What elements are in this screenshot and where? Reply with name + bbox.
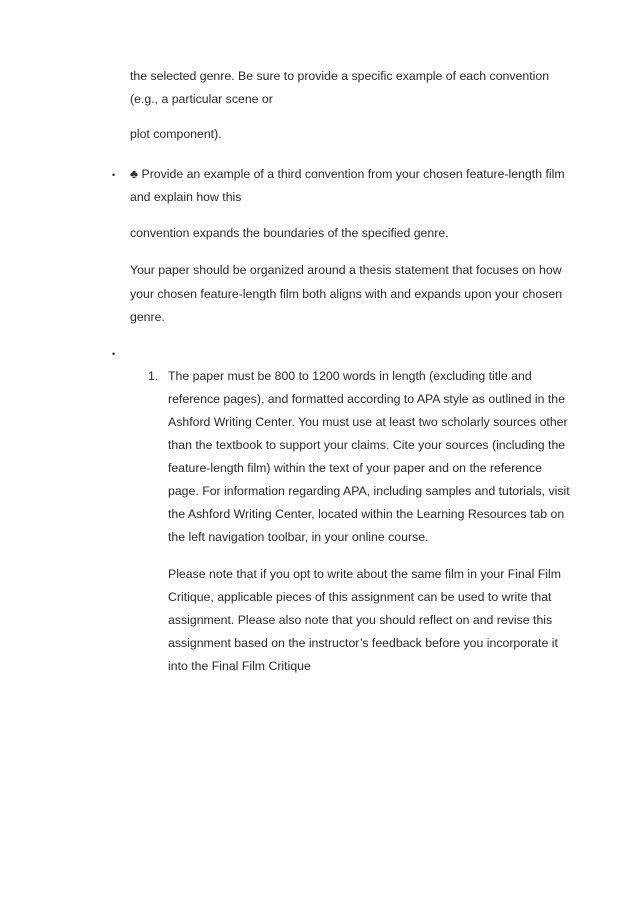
numbered-item-line: the left navigation toolbar, in your online course.	[168, 530, 429, 544]
note-line: assignment. Please also note that you should reflect on and revise this	[168, 613, 553, 627]
note-line: assignment based on the instructor’s feedback before you incorporate it	[168, 636, 558, 650]
paragraph-line: genre.	[130, 310, 165, 324]
paragraph-line: convention expands the boundaries of the specified genre.	[130, 226, 449, 240]
bullet-marker: •	[112, 349, 116, 359]
list-number: 1.	[148, 369, 159, 383]
note-line: Please note that if you opt to write about the same film in your Final Film	[168, 567, 562, 581]
numbered-item-line: page. For information regarding APA, including samples and tutorials, visit	[168, 484, 570, 498]
numbered-item-line: Ashford Writing Center. You must use at least two scholarly sources other	[168, 415, 568, 429]
bullet-text-line: and explain how this	[130, 190, 242, 204]
note-line: Critique, applicable pieces of this assignment can be used to write that	[168, 590, 552, 604]
numbered-item-line: reference pages), and formatted according to APA style as outlined in the	[168, 392, 565, 406]
bullet-text-line: ♣ Provide an example of a third convention from your chosen feature-length film	[130, 167, 565, 181]
note-line: into the Final Film Critique	[168, 659, 311, 673]
numbered-item-line: than the textbook to support your claims. Cite your sources (including the	[168, 438, 566, 452]
numbered-item-line: The paper must be 800 to 1200 words in length (excluding title and	[168, 369, 532, 383]
paragraph-line: your chosen feature-length film both aligns with and expands upon your chosen	[130, 287, 563, 301]
paragraph-line: Your paper should be organized around a thesis statement that focuses on how	[130, 263, 562, 277]
numbered-item-line: feature-length film) within the text of your paper and on the reference	[168, 461, 542, 475]
bullet-marker: •	[112, 170, 116, 180]
numbered-item-line: the Ashford Writing Center, located within the Learning Resources tab on	[168, 507, 565, 521]
paragraph-line: (e.g., a particular scene or	[130, 92, 273, 106]
paragraph-line: the selected genre. Be sure to provide a specific example of each convention	[130, 69, 550, 83]
paragraph-line: plot component).	[130, 127, 222, 141]
